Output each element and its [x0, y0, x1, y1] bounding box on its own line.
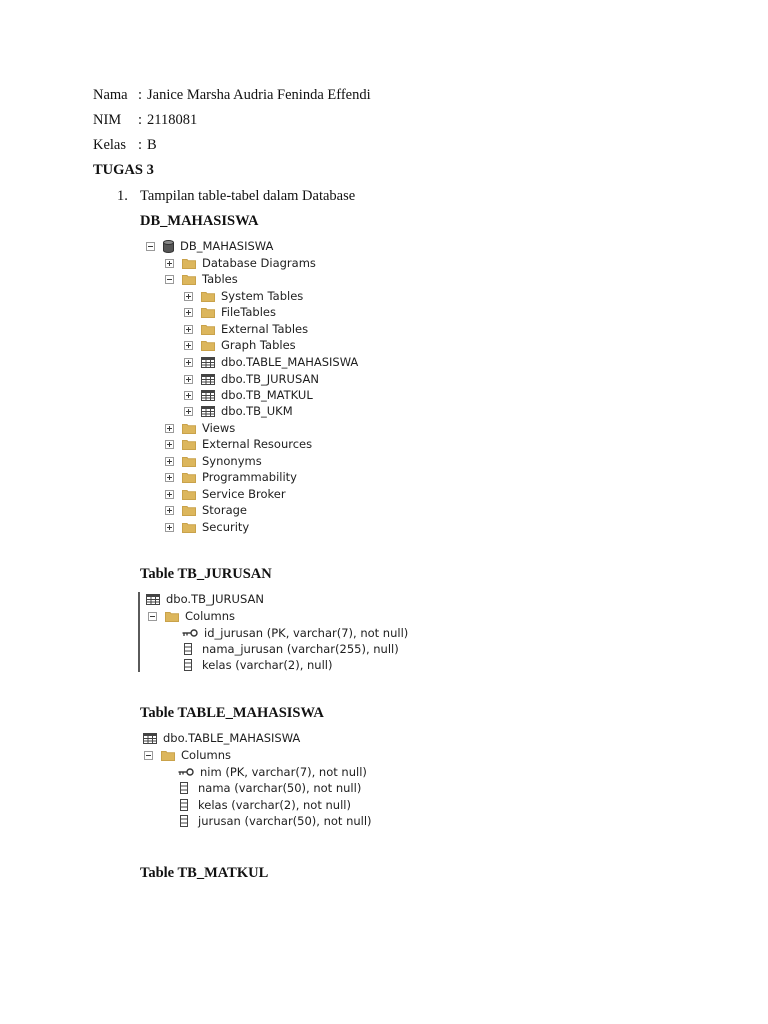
column-icon	[184, 659, 192, 671]
expand-icon[interactable]	[165, 457, 174, 466]
tree-node-views[interactable]	[165, 420, 235, 436]
collapse-icon[interactable]	[146, 242, 155, 251]
tree-label: nama (varchar(50), not null)	[198, 781, 362, 795]
expand-icon[interactable]	[184, 375, 193, 384]
tree-label: Synonyms	[202, 454, 262, 468]
expand-icon[interactable]	[165, 424, 174, 433]
tree-label: Columns	[185, 609, 236, 623]
tree-node-column[interactable]	[178, 764, 367, 780]
tree-node-root[interactable]	[146, 238, 273, 254]
tree-node-column[interactable]	[178, 797, 351, 813]
expand-icon[interactable]	[184, 341, 193, 350]
primary-key-icon	[178, 768, 194, 776]
tree-node-system-tables[interactable]	[184, 288, 303, 304]
primary-key-icon	[182, 629, 198, 637]
tree-label: nama_jurusan (varchar(255), null)	[202, 642, 399, 656]
tree-node-programmability[interactable]	[165, 469, 297, 485]
left-border-bar	[138, 592, 140, 672]
collapse-icon[interactable]	[148, 612, 157, 621]
tree-node-jurusan-table[interactable]	[146, 591, 264, 607]
column-icon	[180, 799, 188, 811]
tree-label: nim (PK, varchar(7), not null)	[200, 765, 367, 779]
nim-colon: :	[138, 112, 143, 128]
tree-label: External Tables	[221, 322, 309, 336]
tree-node-storage[interactable]	[165, 502, 247, 518]
expand-icon[interactable]	[165, 440, 174, 449]
nama-label: Nama	[93, 87, 128, 103]
folder-icon	[182, 258, 196, 269]
tree-node-external-tables[interactable]	[184, 321, 308, 337]
folder-icon	[201, 291, 215, 302]
expand-icon[interactable]	[184, 391, 193, 400]
tree-node-column[interactable]	[178, 813, 372, 829]
tree-label: Security	[202, 520, 250, 534]
tree-node-column[interactable]	[182, 641, 399, 657]
column-icon	[184, 643, 192, 655]
folder-icon	[165, 611, 179, 622]
tree-node-database-diagrams[interactable]	[165, 255, 316, 271]
expand-icon[interactable]	[184, 292, 193, 301]
tree-node-security[interactable]	[165, 519, 249, 535]
folder-icon	[182, 456, 196, 467]
folder-icon	[161, 750, 175, 761]
table-icon	[201, 390, 215, 401]
tree-node-tb-ukm[interactable]	[184, 403, 293, 419]
tree-node-mahasiswa-table[interactable]	[143, 730, 300, 746]
assignment-title: TUGAS 3	[93, 162, 154, 178]
tree-label: dbo.TB_JURUSAN	[221, 372, 319, 386]
tree-node-table-mahasiswa[interactable]	[184, 354, 358, 370]
tree-label: jurusan (varchar(50), not null)	[198, 814, 372, 828]
nama-value: Janice Marsha Audria Feninda Effendi	[147, 87, 371, 103]
expand-icon[interactable]	[165, 523, 174, 532]
tree-label: External Resources	[202, 437, 313, 451]
folder-icon	[182, 423, 196, 434]
table-icon	[201, 406, 215, 417]
tree-node-column[interactable]	[182, 625, 408, 641]
tree-node-service-broker[interactable]	[165, 486, 286, 502]
tree-node-graph-tables[interactable]	[184, 337, 296, 353]
table-icon	[143, 733, 157, 744]
folder-icon	[182, 489, 196, 500]
nim-value: 2118081	[147, 112, 198, 128]
folder-icon	[201, 340, 215, 351]
tree-label: kelas (varchar(2), null)	[202, 658, 333, 672]
tree-node-column[interactable]	[178, 780, 361, 796]
folder-icon	[182, 439, 196, 450]
kelas-label: Kelas	[93, 137, 127, 153]
jurusan-tree-screenshot	[138, 590, 409, 672]
folder-icon	[201, 324, 215, 335]
column-icon	[180, 815, 188, 827]
expand-icon[interactable]	[165, 473, 174, 482]
tree-node-mahasiswa-columns[interactable]	[144, 747, 231, 763]
expand-icon[interactable]	[184, 358, 193, 367]
table-icon	[201, 374, 215, 385]
tree-label: System Tables	[221, 289, 304, 303]
tree-label: id_jurusan (PK, varchar(7), not null)	[204, 626, 409, 640]
tree-node-synonyms[interactable]	[165, 453, 262, 469]
tree-label: Programmability	[202, 470, 297, 484]
expand-icon[interactable]	[165, 506, 174, 515]
column-icon	[180, 782, 188, 794]
database-icon	[163, 240, 174, 253]
tree-label: dbo.TB_JURUSAN	[166, 592, 264, 606]
tree-label: Views	[202, 421, 236, 435]
tree-label: Graph Tables	[221, 338, 296, 352]
tree-label: kelas (varchar(2), not null)	[198, 798, 351, 812]
tree-label: DB_MAHASISWA	[180, 239, 274, 253]
nim-label: NIM	[93, 112, 122, 128]
mahasiswa-heading: Table TABLE_MAHASISWA	[140, 705, 324, 721]
folder-icon	[182, 472, 196, 483]
folder-icon	[182, 505, 196, 516]
folder-icon	[182, 274, 196, 285]
expand-icon[interactable]	[184, 325, 193, 334]
tree-label: Tables	[202, 272, 238, 286]
tree-label: Columns	[181, 748, 232, 762]
expand-icon[interactable]	[184, 407, 193, 416]
list-item-number: 1.	[117, 188, 128, 204]
folder-icon	[182, 522, 196, 533]
collapse-icon[interactable]	[144, 751, 153, 760]
expand-icon[interactable]	[165, 259, 174, 268]
tree-node-filetables[interactable]	[184, 304, 276, 320]
tree-node-tb-matkul[interactable]	[184, 387, 313, 403]
expand-icon[interactable]	[165, 490, 174, 499]
table-icon	[201, 357, 215, 368]
tree-node-jurusan-columns[interactable]	[148, 608, 235, 624]
kelas-value: B	[147, 137, 157, 153]
list-item-text: Tampilan table-tabel dalam Database	[140, 188, 356, 204]
expand-icon[interactable]	[184, 308, 193, 317]
tree-node-external-resources[interactable]	[165, 436, 312, 452]
tree-label: dbo.TB_MATKUL	[221, 388, 313, 402]
tree-node-column[interactable]	[182, 657, 332, 673]
db-heading: DB_MAHASISWA	[140, 213, 259, 229]
mahasiswa-tree-screenshot	[140, 730, 372, 830]
table-icon	[146, 594, 160, 605]
tree-node-tb-jurusan[interactable]	[184, 371, 319, 387]
collapse-icon[interactable]	[165, 275, 174, 284]
tree-node-tables[interactable]	[165, 271, 238, 287]
tree-label: Database Diagrams	[202, 256, 316, 270]
nama-colon: :	[138, 87, 143, 103]
tree-label: Storage	[202, 503, 247, 517]
tree-label: dbo.TB_UKM	[221, 404, 293, 418]
tree-label: dbo.TABLE_MAHASISWA	[221, 355, 359, 369]
folder-icon	[201, 307, 215, 318]
tree-label: FileTables	[221, 305, 276, 319]
tree-label: dbo.TABLE_MAHASISWA	[163, 731, 301, 745]
tree-label: Service Broker	[202, 487, 286, 501]
matkul-heading: Table TB_MATKUL	[140, 865, 269, 881]
kelas-colon: :	[138, 137, 143, 153]
jurusan-heading: Table TB_JURUSAN	[140, 566, 272, 582]
